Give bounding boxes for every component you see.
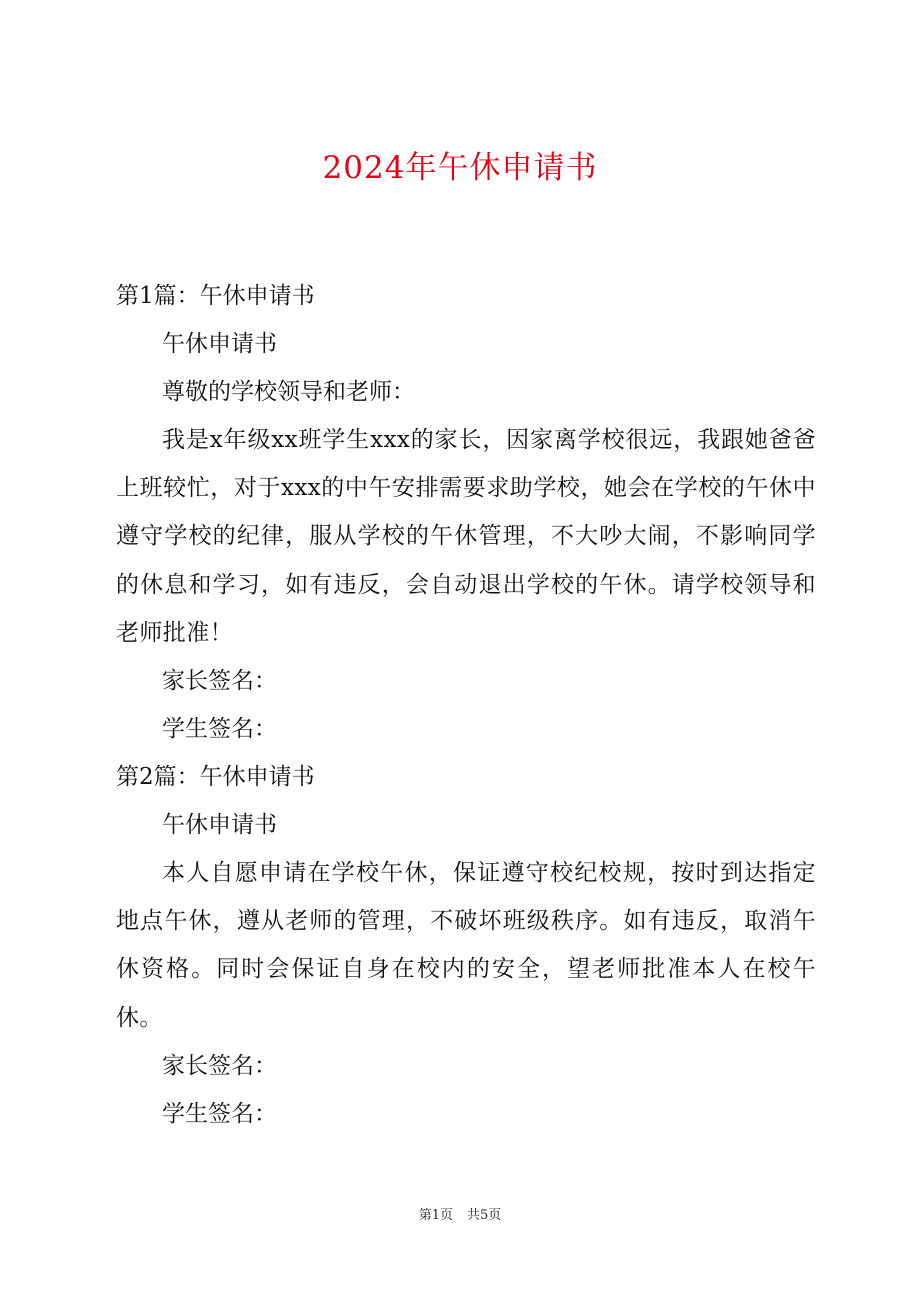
document-title: 2024年午休申请书 (322, 150, 598, 186)
section-1-subtitle: 午休申请书 (162, 331, 277, 357)
section-1-body: 我是x年级xx班学生xxx的家长，因家离学校很远，我跟她爸爸上班较忙，对于xxx的中午安排需要求助学校，她会在学校的午休中遵守学校的纪律，服从学校的午休管理，不大吵大闹，不影响同学的休息和学习，如有违反，会自动退出学校的午休。请学校领导和老师批准！ (116, 427, 816, 646)
page-number: 第1页 (418, 1208, 453, 1223)
section-1-salutation: 尊敬的学校领导和老师： (162, 379, 415, 405)
section-2-student-signature: 学生签名： (162, 1100, 277, 1127)
section-1-heading: 第1篇：午休申请书 (116, 283, 315, 309)
section-2-heading: 第2篇：午休申请书 (116, 764, 315, 791)
section-1-parent-signature: 家长签名： (162, 668, 277, 695)
document-body (116, 272, 816, 1138)
page-footer (0, 1204, 920, 1228)
section-2-body: 本人自愿申请在学校午休，保证遵守校纪校规，按时到达指定地点午休，遵从老师的管理，不破坏班级秩序。如有违反，取消午休资格。同时会保证自身在校内的安全，望老师批准本人在校午休。 (116, 860, 816, 1031)
page-total: 共5页 (467, 1208, 502, 1223)
section-1-student-signature: 学生签名： (162, 716, 277, 743)
section-2-parent-signature: 家长签名： (162, 1052, 277, 1079)
section-2-subtitle: 午休申请书 (162, 812, 277, 839)
